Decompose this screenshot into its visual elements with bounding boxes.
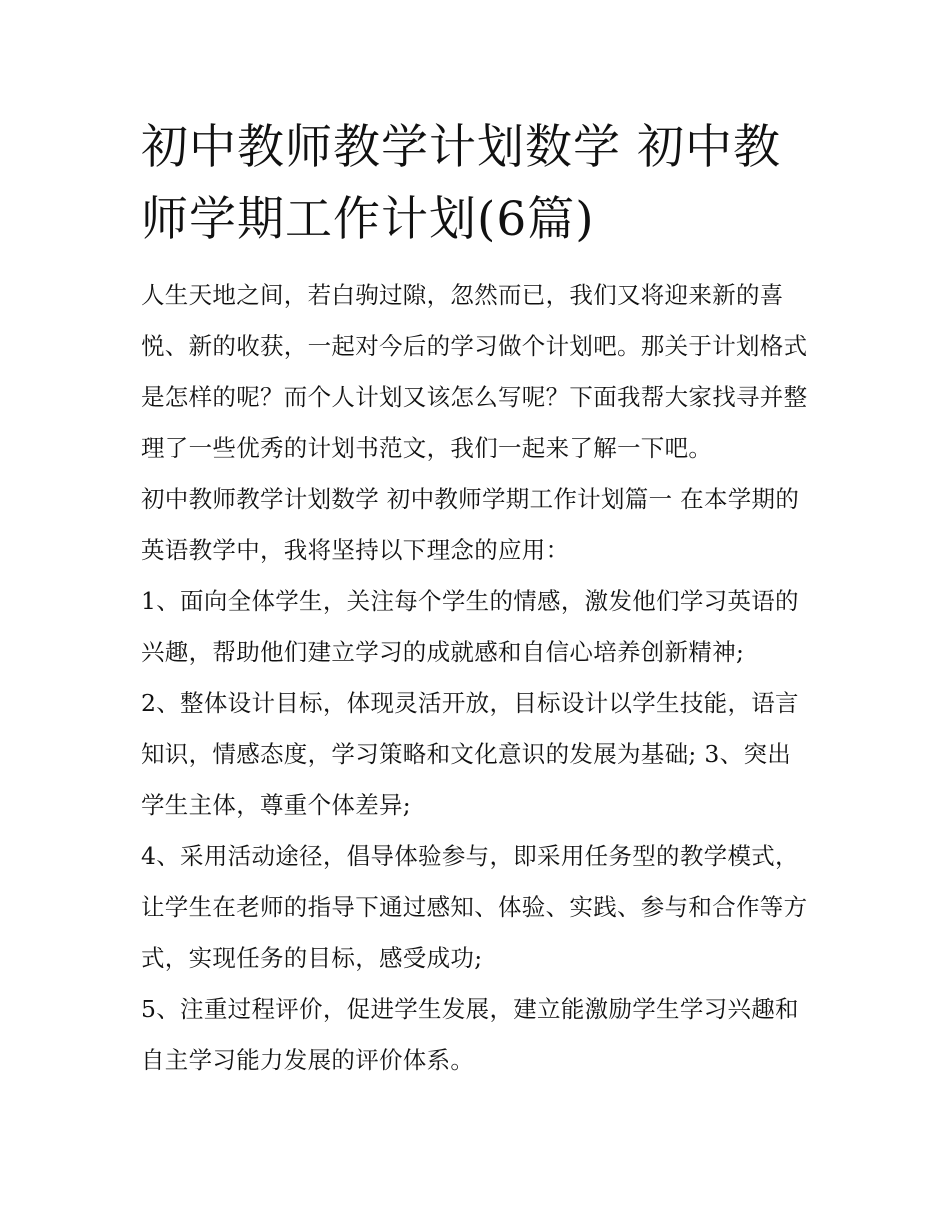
- paragraph-item-2-3: 2、整体设计目标，体现灵活开放，目标设计以学生技能，语言知识，情感态度，学习策略和文化意识的发展为基础; 3、突出学生主体，尊重个体差异;: [141, 689, 799, 819]
- document-body: [141, 112, 813, 1086]
- paragraph-item-5: 5、注重过程评价，促进学生发展，建立能激励学生学习兴趣和自主学习能力发展的评价体系。: [141, 995, 799, 1074]
- paragraph-section-one: 初中教师教学计划数学 初中教师学期工作计划篇一 在本学期的英语教学中，我将坚持以下理念的应用：: [141, 485, 800, 564]
- paragraph-item-1: 1、面向全体学生，关注每个学生的情感，激发他们学习英语的兴趣，帮助他们建立学习的成就感和自信心培养创新精神;: [141, 587, 799, 666]
- paragraph-item-4: 4、采用活动途径，倡导体验参与，即采用任务型的教学模式，让学生在老师的指导下通过感知、体验、实践、参与和合作等方式，实现任务的目标，感受成功;: [141, 842, 808, 972]
- document-title: 初中教师教学计划数学 初中教师学期工作计划(6篇): [141, 120, 781, 247]
- paragraph-intro: 人生天地之间，若白驹过隙，忽然而已，我们又将迎来新的喜悦、新的收获，一起对今后的学习做个计划吧。那关于计划格式是怎样的呢？而个人计划又该怎么写呢？下面我帮大家找寻并整理了一些优秀的计划书范文，我们一起来了解一下吧。: [141, 281, 808, 462]
